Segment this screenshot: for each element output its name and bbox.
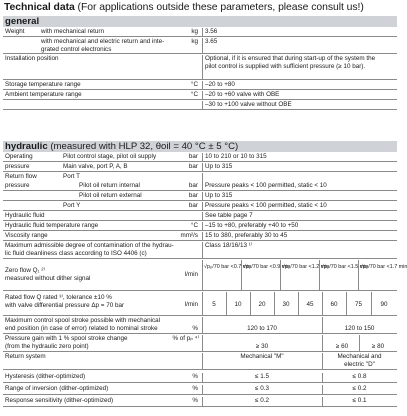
row-value: –15 to +80, preferably +40 to +50 xyxy=(205,222,299,229)
table-row-response xyxy=(3,397,397,407)
row-label: Pressure gain with 1 % spool stroke change xyxy=(5,335,128,342)
rated-flow-value: 75 xyxy=(354,301,362,308)
row-value: See table page 7 xyxy=(205,212,253,219)
row-sublabel: Pilot oil return internal xyxy=(79,182,140,189)
section-general-heading: general xyxy=(3,16,397,27)
return-system-right-cont: electric "D" xyxy=(344,360,375,368)
zero-flow-cell: √pₚ/70 bar <1.5 min xyxy=(321,264,369,270)
pressure-gain-left: ≥ 30 xyxy=(255,342,269,350)
row-sublabel: Port T xyxy=(63,173,81,180)
row-sublabel: with mechanical and electric return and inte- xyxy=(41,38,165,45)
row-unit: bar xyxy=(188,153,198,160)
rated-flow-value: 30 xyxy=(282,301,290,308)
table-row-operating-main xyxy=(3,163,397,172)
row-value: –20 to +80 xyxy=(205,81,235,88)
row-value: Pressure peaks < 100 permitted, static < 10 xyxy=(205,202,327,209)
row-value: 15 to 380, preferably 30 to 45 xyxy=(205,232,288,239)
row-label: Return flow xyxy=(5,173,37,180)
row-value-right: ≤ 0.2 xyxy=(352,385,367,392)
table-row-zero-flow xyxy=(3,260,407,291)
table-row-viscosity xyxy=(3,232,397,241)
row-label: Hydraulic fluid temperature range xyxy=(5,222,99,229)
table-row-ambient-temp-2 xyxy=(3,101,397,110)
table-row-pressure-gain xyxy=(3,335,397,352)
table-row-ambient-temp xyxy=(3,91,397,100)
row-unit: bar xyxy=(188,163,198,170)
row-unit: % xyxy=(192,397,198,404)
row-unit: l/min xyxy=(184,271,198,278)
row-label: Weight xyxy=(5,28,25,35)
row-value: Up to 315 xyxy=(205,192,233,199)
row-label-cont: end position (in case of error) related to nominal stroke xyxy=(5,324,158,332)
row-value: 3.65 xyxy=(205,38,218,45)
row-unit: % xyxy=(192,373,198,380)
row-unit: kg xyxy=(191,28,198,35)
row-value-right: ≤ 0.8 xyxy=(352,373,367,380)
pressure-gain-mid: ≥ 60 xyxy=(335,342,349,350)
row-sublabel: Pilot oil return external xyxy=(79,192,142,199)
table-row-fluid-temp xyxy=(3,222,397,231)
table-row-operating-pilot xyxy=(3,153,397,162)
row-label-cont: (from the hydraulic zero point) xyxy=(5,342,89,350)
rated-flow-value: 45 xyxy=(306,301,314,308)
zero-flow-cell: √pₚ/70 bar <1.7 min xyxy=(360,264,407,270)
table-row-contamination xyxy=(3,242,397,259)
row-label-cont: with valve differential pressure Δp = 70 bar xyxy=(5,301,125,309)
row-value-cont: pilot control is supplied with sufficient pressure (≥ 10 bar). xyxy=(205,62,366,70)
row-label-cont: measured without dither signal xyxy=(5,274,91,282)
row-unit: °C xyxy=(190,91,198,98)
row-unit: % xyxy=(192,324,198,332)
row-unit: °C xyxy=(190,222,198,229)
row-value: 10 to 210 or 10 to 315 xyxy=(205,153,267,160)
row-sublabel: Pilot control stage, pilot oil supply xyxy=(63,153,157,160)
row-sublabel-cont: grated control electronics xyxy=(41,45,112,53)
row-value: ≤ 1.5 xyxy=(255,373,269,380)
rated-flow-value: 60 xyxy=(330,301,338,308)
section-hydraulic-heading xyxy=(3,141,397,152)
row-value: –20 to +60 valve with OBE xyxy=(205,91,280,98)
row-value-right: ≤ 0.1 xyxy=(352,397,367,404)
stroke-value-right: 120 to 150 xyxy=(344,324,375,332)
row-label: Ambient temperature range xyxy=(5,91,82,98)
page-title xyxy=(4,2,364,13)
row-value: ≤ 0.3 xyxy=(255,385,269,392)
zero-flow-cell: √pₚ/70 bar <1.2 min xyxy=(282,264,330,270)
row-label: Hysteresis (dither-optimized) xyxy=(5,373,86,380)
table-row-return-external xyxy=(3,192,397,201)
row-unit: % of pₚ ⁴⁾ xyxy=(172,335,199,342)
table-row-fluid xyxy=(3,212,397,221)
row-label: Maximum control spool stroke possible with mechanical xyxy=(5,317,161,324)
zero-flow-cell: √pₚ/70 bar <0.9 min xyxy=(243,264,291,270)
row-value: Up to 315 xyxy=(205,163,233,170)
row-label-cont: lic fluid cleanliness class according to ISO 4406 (c) xyxy=(5,249,147,257)
table-row-return-port-y xyxy=(3,202,397,211)
table-row-max-stroke xyxy=(3,317,397,334)
row-label: Range of inversion (dither-optimized) xyxy=(5,385,109,392)
row-label: Installation position xyxy=(5,55,59,62)
row-label: Viscosity range xyxy=(5,232,48,239)
row-unit: mm²/s xyxy=(180,232,198,239)
section-hydraulic-note: (measured with HLP 32, θoil = 40 °C ± 5 °C) xyxy=(47,141,239,152)
return-system-left: Mechanical "M" xyxy=(240,353,284,360)
zero-flow-cell: √pₚ/70 bar <0.7 min xyxy=(204,264,252,270)
row-unit: bar xyxy=(188,202,198,209)
row-sublabel: Main valve, port P, A, B xyxy=(63,163,128,170)
row-unit: bar xyxy=(188,192,198,199)
table-row-hysteresis xyxy=(3,373,397,383)
return-system-right: Mechanical and xyxy=(337,353,382,360)
table-row-installation xyxy=(3,55,397,80)
rated-flow-value: 5 xyxy=(212,301,216,308)
row-sublabel: with mechanical return xyxy=(41,28,104,35)
table-row-return-port-t xyxy=(3,173,397,182)
rated-flow-value: 10 xyxy=(234,301,242,308)
row-label: Rated flow Q rated ³⁾, tolerance ±10 % xyxy=(5,294,112,301)
row-value: Class 18/16/13 ¹⁾ xyxy=(205,242,253,249)
table-row-rated-flow xyxy=(3,292,397,316)
technical-data-page xyxy=(3,0,407,416)
rated-flow-value: 90 xyxy=(380,301,388,308)
rated-flow-value: 20 xyxy=(258,301,266,308)
row-label: Operating xyxy=(5,153,33,160)
pressure-gain-right: ≥ 80 xyxy=(371,342,385,350)
table-row-return-system xyxy=(3,353,397,370)
table-row-storage-temp xyxy=(3,81,397,90)
stroke-value-left: 120 to 170 xyxy=(247,324,277,332)
row-unit: % xyxy=(192,385,198,392)
row-label: pressure xyxy=(5,163,30,170)
row-label: Storage temperature range xyxy=(5,81,81,88)
row-label: Hydraulic fluid xyxy=(5,212,45,219)
row-unit: l/min xyxy=(184,301,198,308)
row-value: ≤ 0.2 xyxy=(255,397,269,404)
row-value: Optional, if it is ensured that during start-up of the system the xyxy=(205,55,376,62)
row-value: 3.56 xyxy=(205,28,218,35)
table-row-weight-electric xyxy=(3,38,397,54)
row-label: Return system xyxy=(5,353,46,360)
page-title-bold: Technical data xyxy=(4,2,75,13)
section-hydraulic-title: hydraulic xyxy=(5,141,48,152)
row-unit: °C xyxy=(190,81,198,88)
row-label: Zero flow Q₁ ²⁾ xyxy=(5,267,46,274)
page-title-note: (For applications outside these parameters, please consult us!) xyxy=(74,2,364,13)
row-label: Maximum admissible degree of contamination of the hydrau- xyxy=(5,242,174,249)
row-value: –30 to +100 valve without OBE xyxy=(205,101,292,108)
table-row-return-internal xyxy=(3,182,397,191)
row-value: Pressure peaks < 100 permitted, static < 10 xyxy=(205,182,327,189)
table-row-inversion xyxy=(3,385,397,395)
row-label: pressure xyxy=(5,182,30,189)
table-row-weight-mech xyxy=(3,28,397,37)
row-label: Response sensitivity (dither-optimized) xyxy=(5,397,114,404)
row-unit: bar xyxy=(188,182,198,189)
row-sublabel: Port Y xyxy=(63,202,81,209)
row-unit: kg xyxy=(191,38,198,45)
